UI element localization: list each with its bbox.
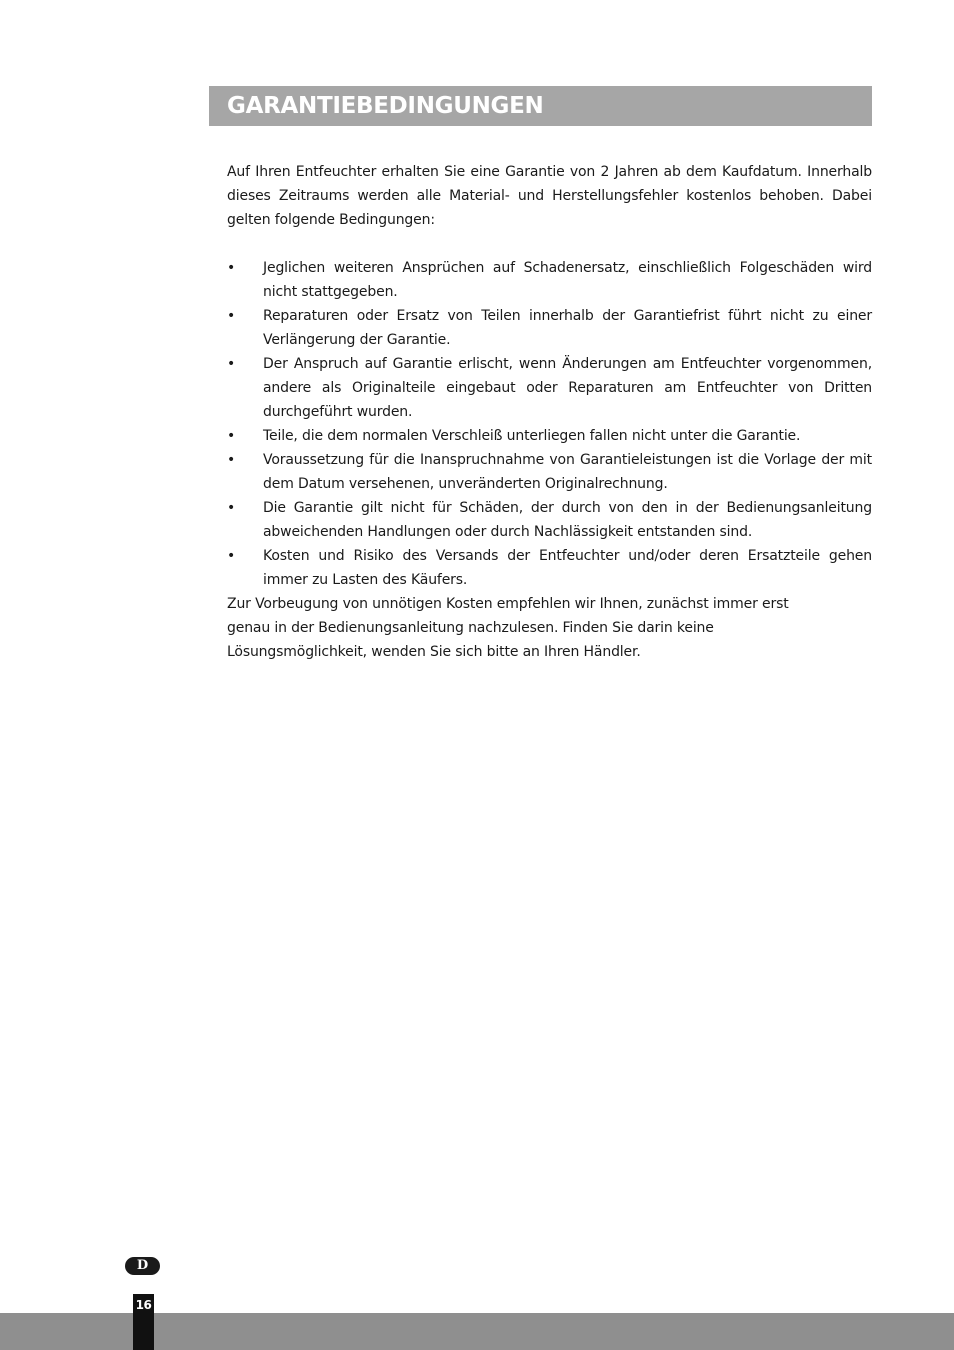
- bullet-icon: •: [227, 356, 236, 372]
- condition-text: Voraussetzung für die Inanspruchnahme von Garantieleistungen ist die Vorlage der mit dem Datum versehenen, unveränderten Originalrechnung.: [263, 452, 872, 492]
- condition-item: [227, 496, 872, 544]
- bullet-icon: •: [227, 500, 236, 516]
- intro-paragraph: Auf Ihren Entfeuchter erhalten Sie eine Garantie von 2 Jahren ab dem Kaufdatum. Innerhalb dieses Zeitraums werden alle Material- und Herstellungsfehler kostenlos behoben. Dabei gelten folgende Bedingungen:: [227, 164, 872, 228]
- condition-item: [227, 544, 872, 592]
- page-number-tab: [133, 1294, 154, 1350]
- bullet-icon: •: [227, 308, 236, 324]
- condition-item: [227, 304, 872, 352]
- bullet-icon: •: [227, 452, 236, 468]
- condition-item: [227, 424, 872, 448]
- closing-paragraph: [227, 592, 872, 664]
- bullet-icon: •: [227, 260, 236, 276]
- condition-text: Kosten und Risiko des Versands der Entfeuchter und/oder deren Ersatzteile gehen immer zu Lasten des Käufers.: [263, 548, 872, 588]
- closing-line: Zur Vorbeugung von unnötigen Kosten empfehlen wir Ihnen, zunächst immer erst: [227, 596, 789, 612]
- bullet-icon: •: [227, 428, 236, 444]
- closing-line: genau in der Bedienungsanleitung nachzulesen. Finden Sie darin keine: [227, 620, 714, 636]
- paragraph-spacer: [227, 232, 872, 256]
- condition-item: [227, 448, 872, 496]
- bullet-icon: •: [227, 548, 236, 564]
- condition-text: Die Garantie gilt nicht für Schäden, der durch von den in der Bedienungsanleitung abweichenden Handlungen oder durch Nachlässigkeit entstanden sind.: [263, 500, 872, 540]
- page-title: GARANTIEBEDINGUNGEN: [227, 93, 544, 119]
- language-badge: D: [125, 1257, 160, 1275]
- condition-text: Teile, die dem normalen Verschleiß unterliegen fallen nicht unter die Garantie.: [263, 428, 801, 444]
- closing-line: Lösungsmöglichkeit, wenden Sie sich bitte an Ihren Händler.: [227, 644, 641, 660]
- condition-text: Der Anspruch auf Garantie erlischt, wenn Änderungen am Entfeuchter vorgenommen, andere als Originalteile eingebaut oder Reparaturen am Entfeuchter von Dritten durchgeführt wurden.: [263, 356, 872, 420]
- page-number: 16: [135, 1298, 152, 1312]
- section-title-bar: [209, 86, 872, 126]
- condition-item: [227, 256, 872, 304]
- condition-text: Reparaturen oder Ersatz von Teilen innerhalb der Garantiefrist führt nicht zu einer Verlängerung der Garantie.: [263, 308, 872, 348]
- conditions-list: [227, 256, 872, 592]
- condition-text: Jeglichen weiteren Ansprüchen auf Schadenersatz, einschließlich Folgeschäden wird nicht stattgegeben.: [263, 260, 872, 300]
- condition-item: [227, 352, 872, 424]
- warranty-content: [227, 160, 872, 664]
